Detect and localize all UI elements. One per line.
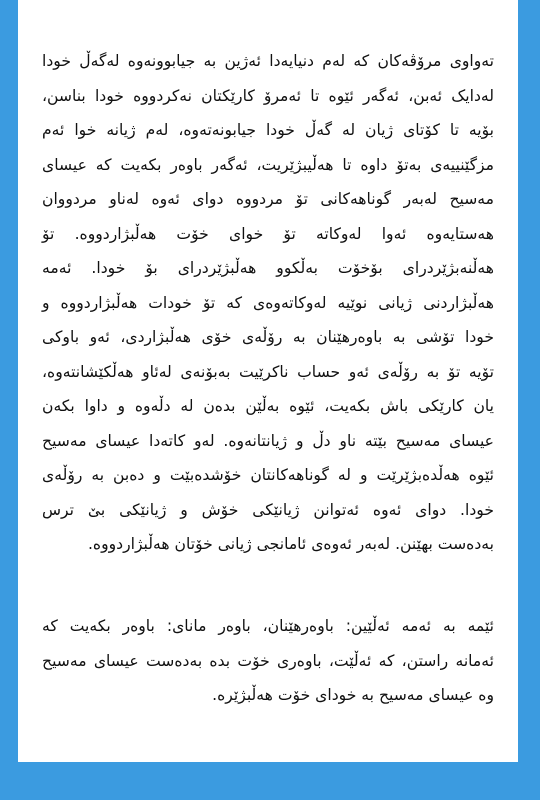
paragraph-1 xyxy=(42,44,494,562)
text-line-last: بەدەست بهێنن. لەبەر ئەوەی ئامانجی ژیانی خۆتان هەڵبژاردووە. xyxy=(87,535,494,553)
text-line: بۆیە تا کۆتای ژیان لە گەڵ خودا جیابونەتەوە، لەم ژیانە خوا ئەم xyxy=(42,121,494,139)
text-line: ئەمانە راستن، کە ئەڵێت، باوەری خۆت بدە بەدەست عیسای مەسیح xyxy=(42,651,494,670)
text-line: مزگێنییەی بەتۆ داوە تا هەڵیبژێریت، ئەگەر باوەر بکەیت کە عیسای xyxy=(42,155,494,174)
text-line: ئێمە بە ئەمە ئەڵێین: باوەرهێنان، باوەر مانای: باوەر بکەیت کە xyxy=(42,617,494,635)
text-line: لەدایک ئەبن، ئەگەر ئێوە تا ئەمرۆ کارێکتان نەکردووە خودا بناسن، xyxy=(42,86,494,105)
text-line: مەسیح لەبەر گوناهەکانی تۆ مردووە دوای ئەوە لەناو مردووان xyxy=(42,190,494,208)
document-page xyxy=(18,0,518,762)
text-line: ئێوە هەڵدەبژێرێت و لە گوناهەکانتان خۆشدەبێت و دەبن بە رۆڵەی xyxy=(42,466,494,484)
paragraph-2 xyxy=(42,609,494,713)
text-line: هەستایەوە ئەوا لەوکاتە تۆ خوای خۆت هەڵبژاردووە. تۆ xyxy=(42,224,494,243)
text-line: تۆیە تۆ بە رۆڵەی ئەو حساب ناکرێیت بەبۆنەی لەئاو هەڵکێشانتەوە، xyxy=(42,362,494,381)
text-line: عیسای مەسیح بێتە ناو دڵ و ژیانتانەوە. لەو کاتەدا عیسای مەسیح xyxy=(42,431,494,450)
bottom-border-strip xyxy=(0,762,540,800)
text-line: یان کارێکی باش بکەیت، ئێوە بەڵێن بدەن لە دڵەوە و داوا بکەن xyxy=(42,397,494,415)
text-line: هەڵبژاردنی ژیانی نوێیە لەوکاتەوەی کە تۆ خودات هەڵبژاردووە و xyxy=(42,293,494,312)
text-line: خودا. دوای ئەوە ئەتوانن ژیانێکی خۆش و ژیانێکی بێ ترس xyxy=(42,500,494,519)
text-line: خودا تۆشی بە باوەرهێنان بە رۆڵەی خۆی هەڵبژاردی، ئەو باوکی xyxy=(42,328,494,346)
text-line-last: وە عیسای مەسیح بە خودای خۆت هەڵبژێرە. xyxy=(212,686,494,704)
text-line: تەواوی مرۆڤەکان کە لەم دنیایەدا ئەژین بە جیابوونەوە لەگەڵ خودا xyxy=(42,52,494,70)
text-line: هەڵنەبژێردرای بۆخۆت بەڵکوو هەڵبژێردرای بۆ خودا. ئەمە xyxy=(42,259,494,277)
